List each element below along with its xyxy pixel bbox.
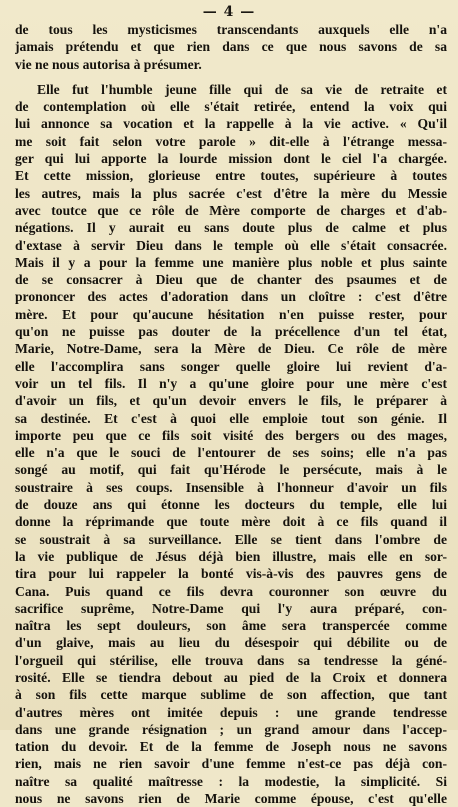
text-line: Mais il y a pour la femme une manière plus noble et plus sainte [15, 254, 447, 270]
text-line: les autres, mais la plus sacrée c'est d'être la mère du Messie [15, 185, 447, 201]
text-line: de contemplation où elle s'était retirée, entend la voix qui [15, 99, 447, 115]
text-line: naîtra les sept douleurs, son âme sera transpercée comme [15, 618, 447, 634]
text-line: avec toutce que ce rôle de Mère comporte de charges et d'ab- [15, 202, 447, 218]
text-line: elle n'a que le souci de l'entourer de ses soins; elle n'a pas [15, 445, 447, 461]
text-line: de se consacrer à Dieu que de chanter des psaumes et de [15, 272, 447, 288]
text-line: ger qui lui apporte la lourde mission dont le ciel l'a chargée. [15, 151, 447, 167]
paragraph-2 [15, 81, 447, 807]
text-line: d'un glaive, mais au lieu du désespoir qui débilite ou de [15, 635, 447, 651]
text-line: sacrifice suprême, Notre-Dame qui l'y aura préparé, con- [15, 600, 447, 616]
text-line: tation du devoir. Et de la femme de Joseph nous ne savons [15, 739, 447, 755]
text-line: me soit fait selon votre parole » dit-elle à l'étrange messa- [15, 133, 447, 149]
text-line: jamais prétendu et que rien dans ce que nous savons de sa [15, 39, 447, 55]
text-line: sa destinée. Et c'est à quoi elle emploie tout son génie. Il [15, 410, 447, 426]
text-line: voir un tel fils. Il n'y a qu'une gloire pour une mère c'est [15, 375, 447, 391]
paragraph-gap [15, 73, 447, 81]
text-line: vie ne nous autorisa à présumer. [15, 56, 202, 72]
text-line: rien, mais ne rien savoir d'une femme n'est-ce pas déjà con- [15, 756, 447, 772]
text-line: se soustrait à sa surveillance. Elle se tient dans l'ombre de [15, 531, 447, 547]
paragraph-1 [15, 21, 447, 73]
text-line: négations. Il y aurait eu sans doute plus de calme et plus [15, 220, 447, 236]
text-line: qu'on ne puisse pas douter de la précellence d'un tel état, [15, 324, 447, 340]
page-number: — 4 — [202, 4, 256, 20]
text-line: de tous les mysticismes transcendants auxquels elle n'a [15, 22, 447, 37]
text-line: lui annonce sa vocation et la rappelle à la vie active. « Qu'il [15, 116, 447, 132]
text-line: Marie, Notre-Dame, sera la Mère de Dieu. Ce rôle de mère [15, 341, 447, 357]
text-line: Et cette mission, glorieuse entre toutes, supérieure à toutes [15, 168, 447, 184]
text-line: Cana. Puis quand ce fils devra couronner son œuvre du [15, 583, 447, 599]
text-line: soustraire à ses coups. Insensible à l'honneur d'avoir un fils [15, 479, 447, 495]
text-line: donne la réprimande que toute mère doit à ce fils quand il [15, 514, 447, 530]
text-line: nous ne savons rien de Marie comme épouse, c'est qu'elle [15, 791, 447, 807]
text-line: d'extase à servir Dieu dans le temple où elle s'était consacrée. [15, 237, 447, 253]
text-line: à son fils cette marque sublime de son affection, que tant [15, 687, 447, 703]
text-line: importe peu que ce fils soit visité des bergers ou des mages, [15, 427, 447, 443]
text-line: de douze ans qui étonne les docteurs du temple, elle lui [15, 497, 447, 513]
text-line: songé au motif, qui fait qu'Hérode le persécute, mais à le [15, 462, 447, 478]
text-line: la vie publique de Jésus déjà bien illustre, mais elle en sor- [15, 548, 447, 564]
text-line: mère. Et pour qu'aucune hésitation n'en puisse rester, pour [15, 306, 447, 322]
text-line: l'orgueil qui stérilise, elle trouva dans sa tendresse la géné- [15, 652, 447, 668]
text-line: naître sa qualité maîtresse : la modestie, la simplicité. Si [15, 773, 447, 789]
text-line: dans une grande résignation ; un grand amour dans l'accep- [15, 721, 447, 737]
text-line: prononcer des actes d'adoration dans un cloître : c'est d'être [15, 289, 447, 305]
text-line: d'autres mères ont imitée depuis : une grande tendresse [15, 704, 447, 720]
text-line: d'avoir un fils, et qu'un devoir envers le fils, le préparer à [15, 393, 447, 409]
body-text [15, 21, 447, 807]
text-line: rosité. Elle se tiendra debout au pied de la Croix et donnera [15, 669, 447, 685]
text-line: Elle fut l'humble jeune fille qui de sa vie de retraite et [37, 81, 447, 97]
text-line: tira pour lui rappeler la bonté vis-à-vis des pauvres gens de [15, 566, 447, 582]
text-line: elle l'accomplira sans songer quelle gloire lui revient d'a- [15, 358, 447, 374]
